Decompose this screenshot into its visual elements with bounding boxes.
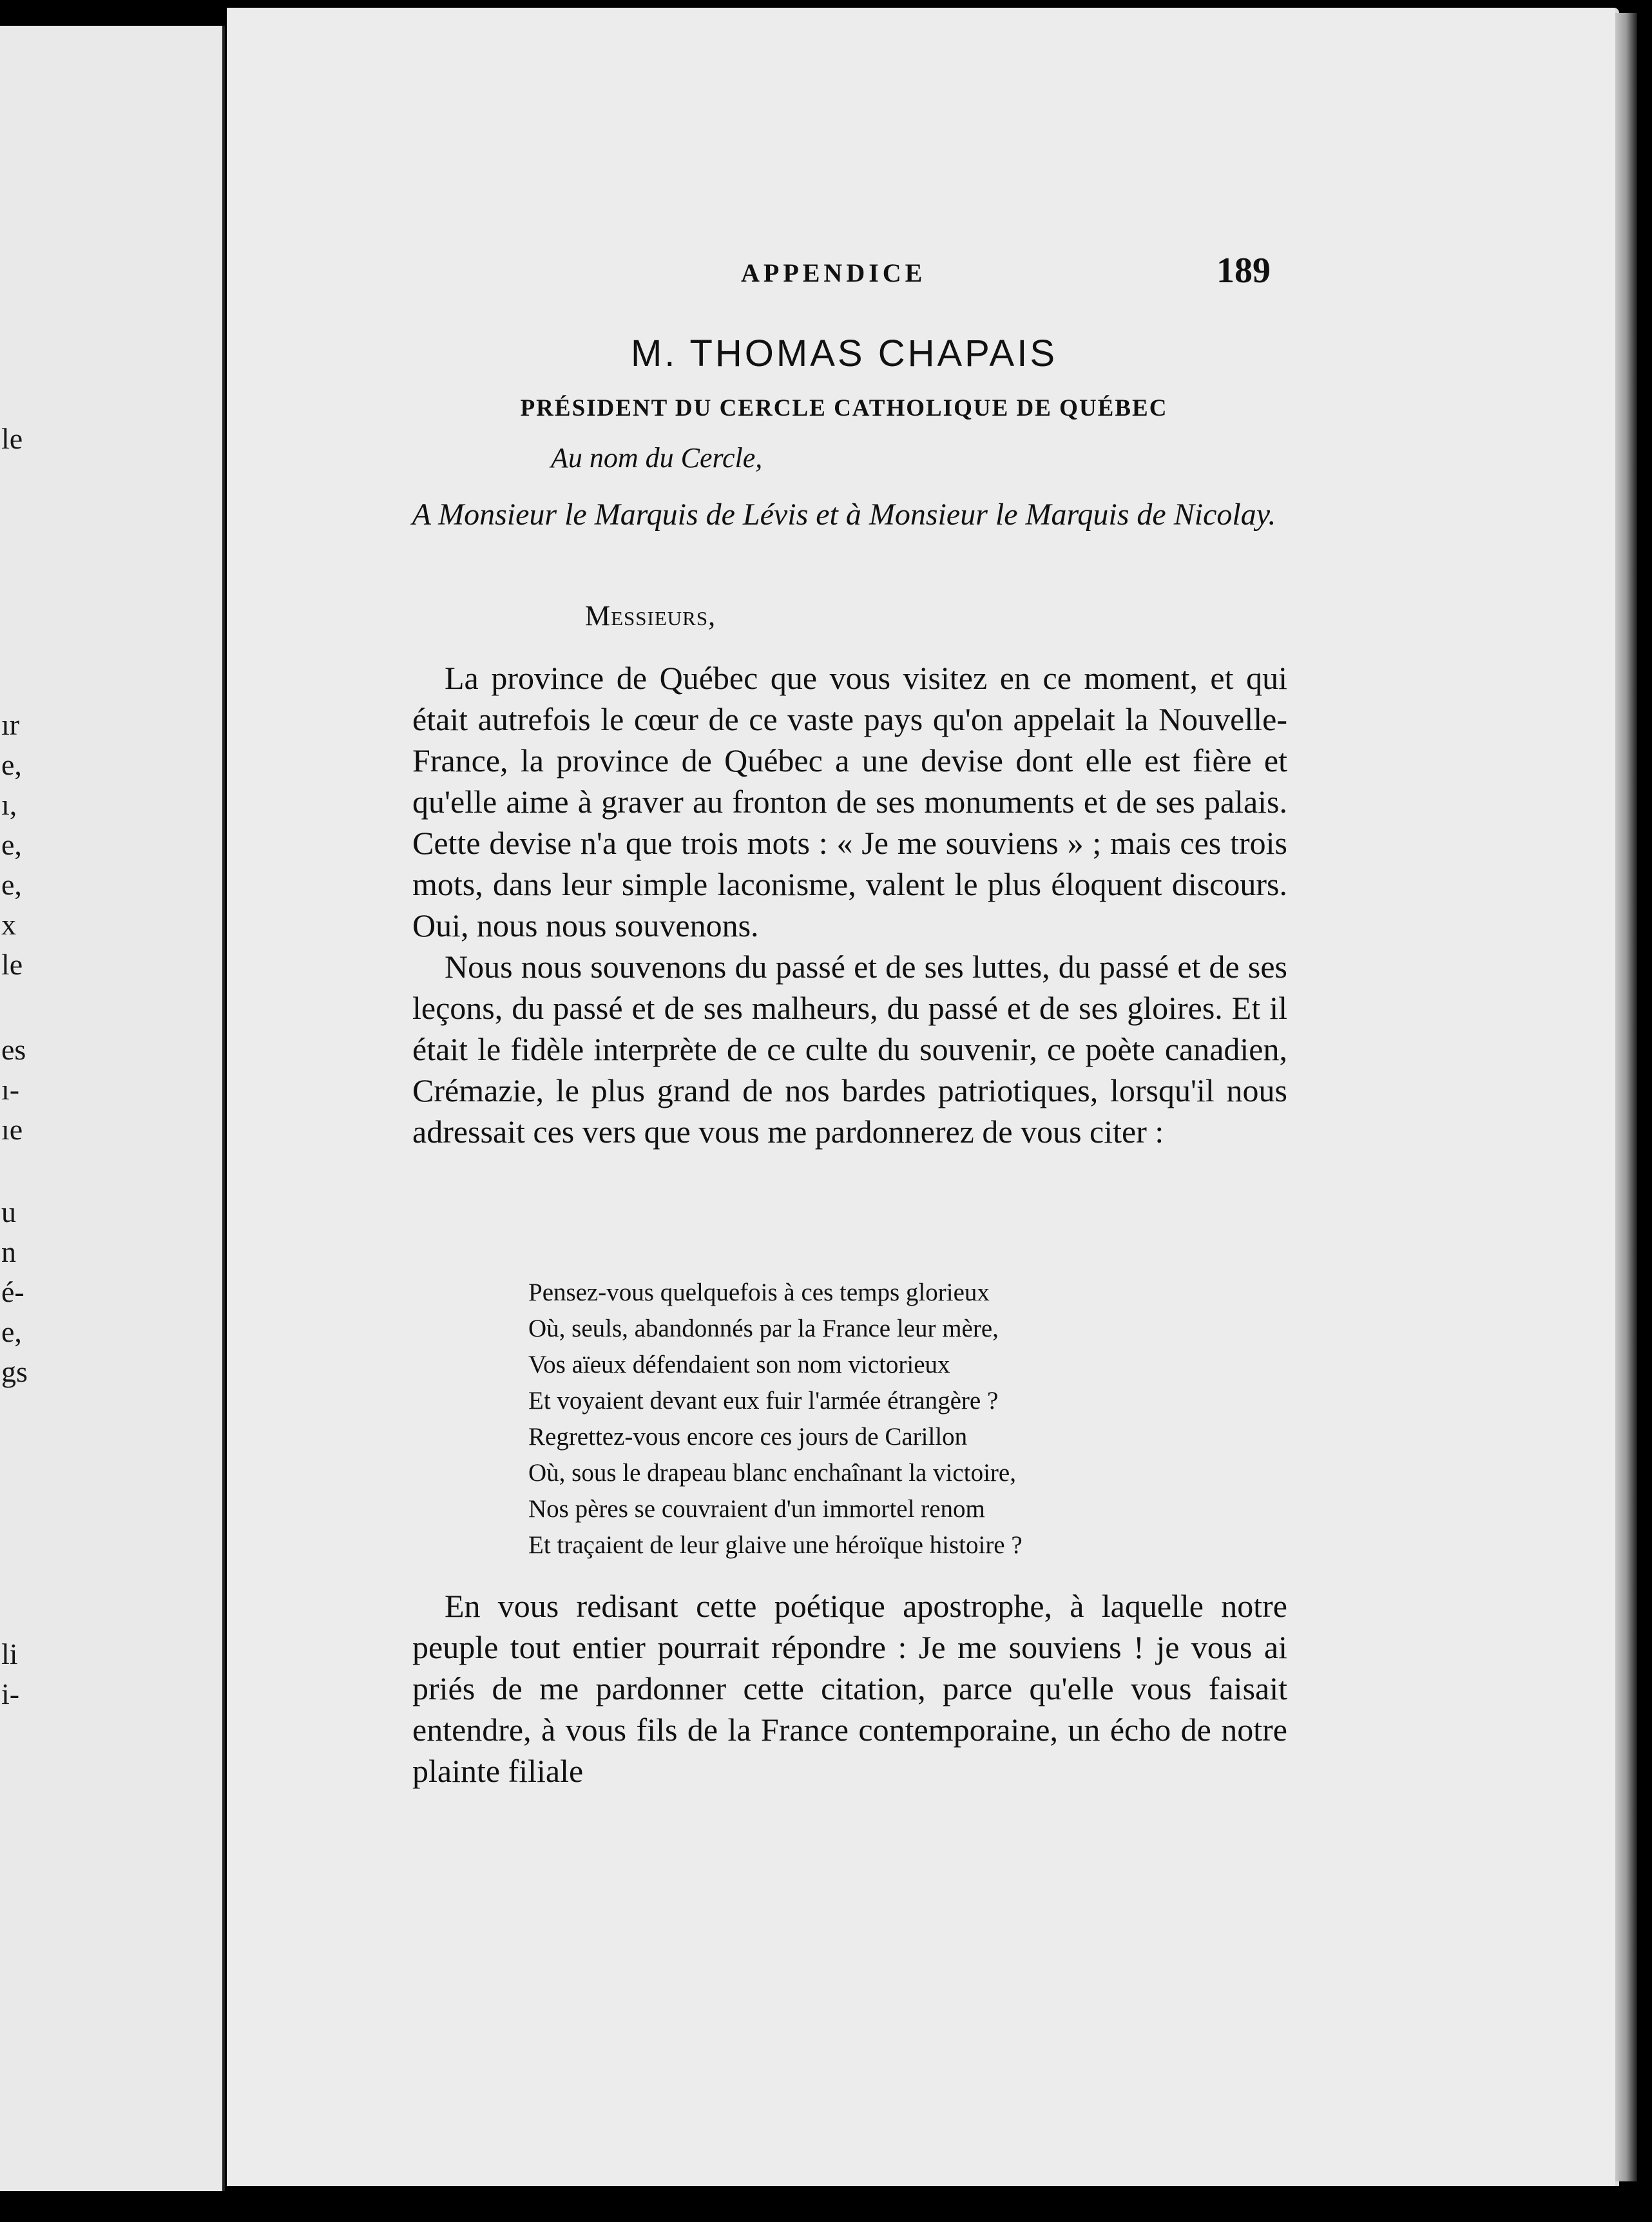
closing-text bbox=[412, 1585, 1287, 1792]
left-page-fragment: le bbox=[1, 948, 23, 981]
verse-line: Où, sous le drapeau blanc enchaînant la victoire, bbox=[528, 1459, 1016, 1487]
left-page-fragment: e, bbox=[1, 748, 22, 781]
left-page-fragment: li bbox=[1, 1638, 18, 1670]
verse-line: Vos aïeux défendaient son nom victorieux bbox=[528, 1351, 950, 1378]
paragraph: Nous nous souvenons du passé et de ses luttes, du passé et de ses leçons, du passé et de ses malheurs, du passé et de ses gloires. Et il était le fidèle interprète de ce culte du souvenir, ce poète canadien, Crémazie, le plus grand de nos bardes patriotiques, lorsqu'il nous adressait ces vers que vous me pardonnerez de vous citer : bbox=[412, 949, 1287, 1150]
verse-line: Où, seuls, abandonnés par la France leur mère, bbox=[528, 1315, 999, 1342]
page-edge-shadow bbox=[1615, 13, 1637, 2181]
left-page-fragment: i- bbox=[1, 1677, 20, 1710]
speaker-name: M. THOMAS CHAPAIS bbox=[630, 333, 1058, 374]
left-page-edge bbox=[0, 26, 225, 2191]
salutation: Messieurs, bbox=[585, 600, 716, 632]
paragraph: La province de Québec que vous visitez en ce moment, et qui était autrefois le cœur de ce vaste pays qu'on appelait la Nouvelle-France, la province de Québec a une devise dont elle est fière et qu'elle aime à graver au fronton de ses monuments et de ses palais. Cette devise n'a que trois mots : « Je me souviens » ; mais ces trois mots, dans leur simple laconisme, valent le plus éloquent discours. Oui, nous nous souvenons. bbox=[412, 660, 1287, 943]
on-behalf-line: Au nom du Cercle, bbox=[551, 442, 763, 474]
left-page-fragment: u bbox=[1, 1195, 16, 1228]
left-page-fragment: ır bbox=[1, 708, 20, 741]
speaker-role: PRÉSIDENT DU CERCLE CATHOLIQUE DE QUÉBEC bbox=[520, 395, 1168, 421]
left-page-fragment: e, bbox=[1, 828, 22, 861]
left-page-fragment: n bbox=[1, 1235, 16, 1268]
verse-line: Et voyaient devant eux fuir l'armée étrangère ? bbox=[528, 1387, 999, 1415]
verse-line: Regrettez-vous encore ces jours de Carillon bbox=[528, 1423, 968, 1451]
paragraph: En vous redisant cette poétique apostrophe, à laquelle notre peuple tout entier pourrait répondre : Je me souviens ! je vous ai priés de me pardonner cette citation, parce qu'elle vous faisait entendre, à vous fils de la France contemporaine, un écho de notre plainte filiale bbox=[412, 1588, 1287, 1789]
left-page-fragment: ıe bbox=[1, 1113, 23, 1146]
page-number: 189 bbox=[1216, 251, 1271, 291]
running-title: APPENDICE bbox=[741, 258, 927, 287]
addressee: A Monsieur le Marquis de Lévis et à Monsieur le Marquis de Nicolay. bbox=[412, 498, 1276, 532]
left-page-fragment: ı- bbox=[1, 1073, 20, 1106]
verse-line: Et traçaient de leur glaive une héroïque histoire ? bbox=[528, 1531, 1023, 1559]
left-page-fragment: e, bbox=[1, 868, 22, 901]
left-page-fragment: x bbox=[1, 908, 16, 941]
left-page-fragment: es bbox=[1, 1033, 26, 1066]
verse-line: Nos pères se couvraient d'un immortel renom bbox=[528, 1495, 985, 1523]
body-text bbox=[412, 657, 1287, 1152]
left-page-fragment: é- bbox=[1, 1275, 24, 1308]
left-page-fragment: gs bbox=[1, 1355, 28, 1388]
left-page-fragment: e, bbox=[1, 1315, 22, 1348]
verse-line: Pensez-vous quelquefois à ces temps glorieux bbox=[528, 1279, 990, 1306]
verse-quotation bbox=[528, 1275, 1023, 1563]
left-page-fragment: ı, bbox=[1, 788, 17, 821]
left-page-fragment: le bbox=[1, 422, 23, 455]
